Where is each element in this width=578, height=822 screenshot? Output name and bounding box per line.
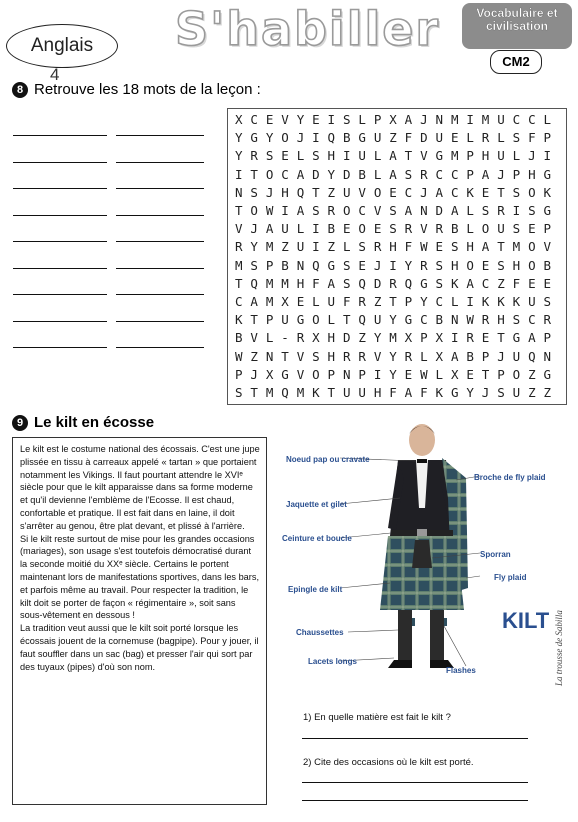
label-pin: Epingle de kilt	[288, 585, 343, 594]
right-sock	[430, 610, 444, 660]
question-1: 1) En quelle matière est fait le kilt ?	[303, 712, 451, 723]
page-title: S'habiller	[175, 2, 441, 56]
grid-row: TQMMHFASQDRQGSKACZFEE	[235, 275, 559, 291]
answer-line[interactable]	[13, 347, 107, 348]
grid-row: NSJHQTZUVOECJACKETSOK	[235, 184, 559, 200]
label-brooch: Broche de fly plaid	[474, 473, 546, 482]
grid-row: YGYOJIQBGUZFDUELRLSFP	[235, 130, 559, 146]
kilt-illustration	[270, 418, 570, 708]
exercise-number: 8	[12, 82, 28, 98]
answer-line[interactable]	[302, 782, 528, 783]
label-fly-plaid: Fly plaid	[494, 573, 527, 582]
answer-line[interactable]	[302, 738, 528, 739]
grid-row: RYMZUIZLSRHFWESHATMOV	[235, 239, 559, 255]
answer-line[interactable]	[13, 215, 107, 216]
grid-row: STMQMKTUUHFAFKGYJSUZZ	[235, 385, 559, 400]
grid-row: YRSELSHIULATVGMPHULJI	[235, 148, 559, 164]
grid-row: VJAULIBEOESRVRBLOUSEP	[235, 221, 559, 237]
answer-line[interactable]	[13, 241, 107, 242]
instruction-text: Retrouve les 18 mots de la leçon :	[34, 81, 261, 98]
sporran	[412, 540, 432, 568]
answer-line[interactable]	[13, 188, 107, 189]
question-2: 2) Cite des occasions où le kilt est porté.	[303, 757, 474, 768]
answer-line[interactable]	[13, 294, 107, 295]
subject-label: Anglais	[6, 24, 118, 68]
answer-line[interactable]	[13, 135, 107, 136]
label-belt: Ceinture et boucle	[282, 534, 352, 543]
label-jacket: Jaquette et gilet	[286, 500, 347, 509]
level-badge: CM2	[490, 50, 542, 74]
bow-tie	[417, 459, 427, 463]
answer-line[interactable]	[302, 800, 528, 801]
exercise-number: 9	[12, 415, 28, 431]
answer-line[interactable]	[116, 294, 204, 295]
left-flash	[412, 618, 415, 626]
word-search-grid[interactable]	[227, 108, 567, 405]
grid-row: PJXGVOPNPIYEWLXETPOZG	[235, 366, 559, 382]
left-sock	[398, 610, 412, 660]
label-sporran: Sporran	[480, 550, 511, 559]
answer-line[interactable]	[116, 135, 204, 136]
left-shoe	[388, 660, 412, 668]
reading-text: Le kilt est le costume national des écossais. C'est une jupe plissée en tissu à carreaux appelé « tartan » que portaient notamment les Vikings. Il faut pourtant attendre le XVIᵉ siècle pour que le kilt apparaisse dans sa forme moderne et qu'il devienne l'emblème de l'Ecosse. Il est chaud, confortable et pratique. Il est fait dans en laine, il doit s'arrêter au genou, être plat devant, et plissé à l'arrière. Si le kilt reste surtout de mise pour les grandes occasions (mariages), son usage s'est toutefois démocratisé durant la seconde moitié du XXᵉ siècle. Certains le portent maintenant lors de manifestations sportives, dans les bars, et parfois même au travail. Pour respecter la tradition, le kilt doit se porter de façon « régimentaire », soit sans sous-vêtement en dessous ! La tradition veut aussi que le kilt soit porté lorsque les écossais jouent de la cornemuse (bagpipe). Pour y jouer, il faut souffler dans un sac (bag) et presser l'air qui sort par des tuyaux (pipes) d'où son nom.	[20, 444, 260, 672]
answer-line[interactable]	[116, 162, 204, 163]
answer-line[interactable]	[116, 241, 204, 242]
answer-line[interactable]	[116, 268, 204, 269]
answer-line[interactable]	[116, 188, 204, 189]
grid-row: TOWIASROCVSANDALSRISG	[235, 203, 559, 218]
grid-row: XCEVYEISLPXAJNMIMUCCL	[235, 112, 559, 127]
answer-line[interactable]	[116, 215, 204, 216]
answer-line[interactable]	[13, 321, 107, 322]
grid-row: KTPUGOLTQUYGCBNWRHSCR	[235, 312, 559, 328]
answer-line[interactable]	[13, 162, 107, 163]
page-number: 4	[50, 65, 60, 84]
label-socks: Chaussettes	[296, 628, 344, 637]
answer-line[interactable]	[116, 321, 204, 322]
answer-line[interactable]	[116, 347, 204, 348]
right-flash	[444, 618, 447, 626]
label-laces: Lacets longs	[308, 657, 357, 666]
illustration-credit: La trousse de Sabilla	[554, 610, 564, 686]
category-badge: Vocabulaire et civilisation	[462, 3, 572, 49]
exercise-8-instruction	[12, 80, 261, 100]
label-kilt: KILT	[502, 608, 550, 633]
label-bow-tie: Noeud pap ou cravate	[286, 455, 370, 464]
label-flashes: Flashes	[446, 666, 476, 675]
grid-row: WZNTVSHRRVYRLXABPJUQN	[235, 348, 559, 364]
head	[409, 424, 435, 456]
section-title: Le kilt en écosse	[34, 414, 155, 431]
answer-line[interactable]	[13, 268, 107, 269]
grid-row: CAMXELUFRZTPYCLIKKKUS	[235, 294, 559, 309]
belt-buckle	[417, 529, 427, 537]
grid-row: BVL-RXHDZYMXPXIRETGAP	[235, 330, 559, 346]
grid-row: MSPBNQGSEJIYRSHOESHOB	[235, 257, 559, 273]
grid-row: ITOCADYDBLASRCCPAJPHG	[235, 166, 559, 182]
exercise-9-title	[12, 414, 154, 431]
